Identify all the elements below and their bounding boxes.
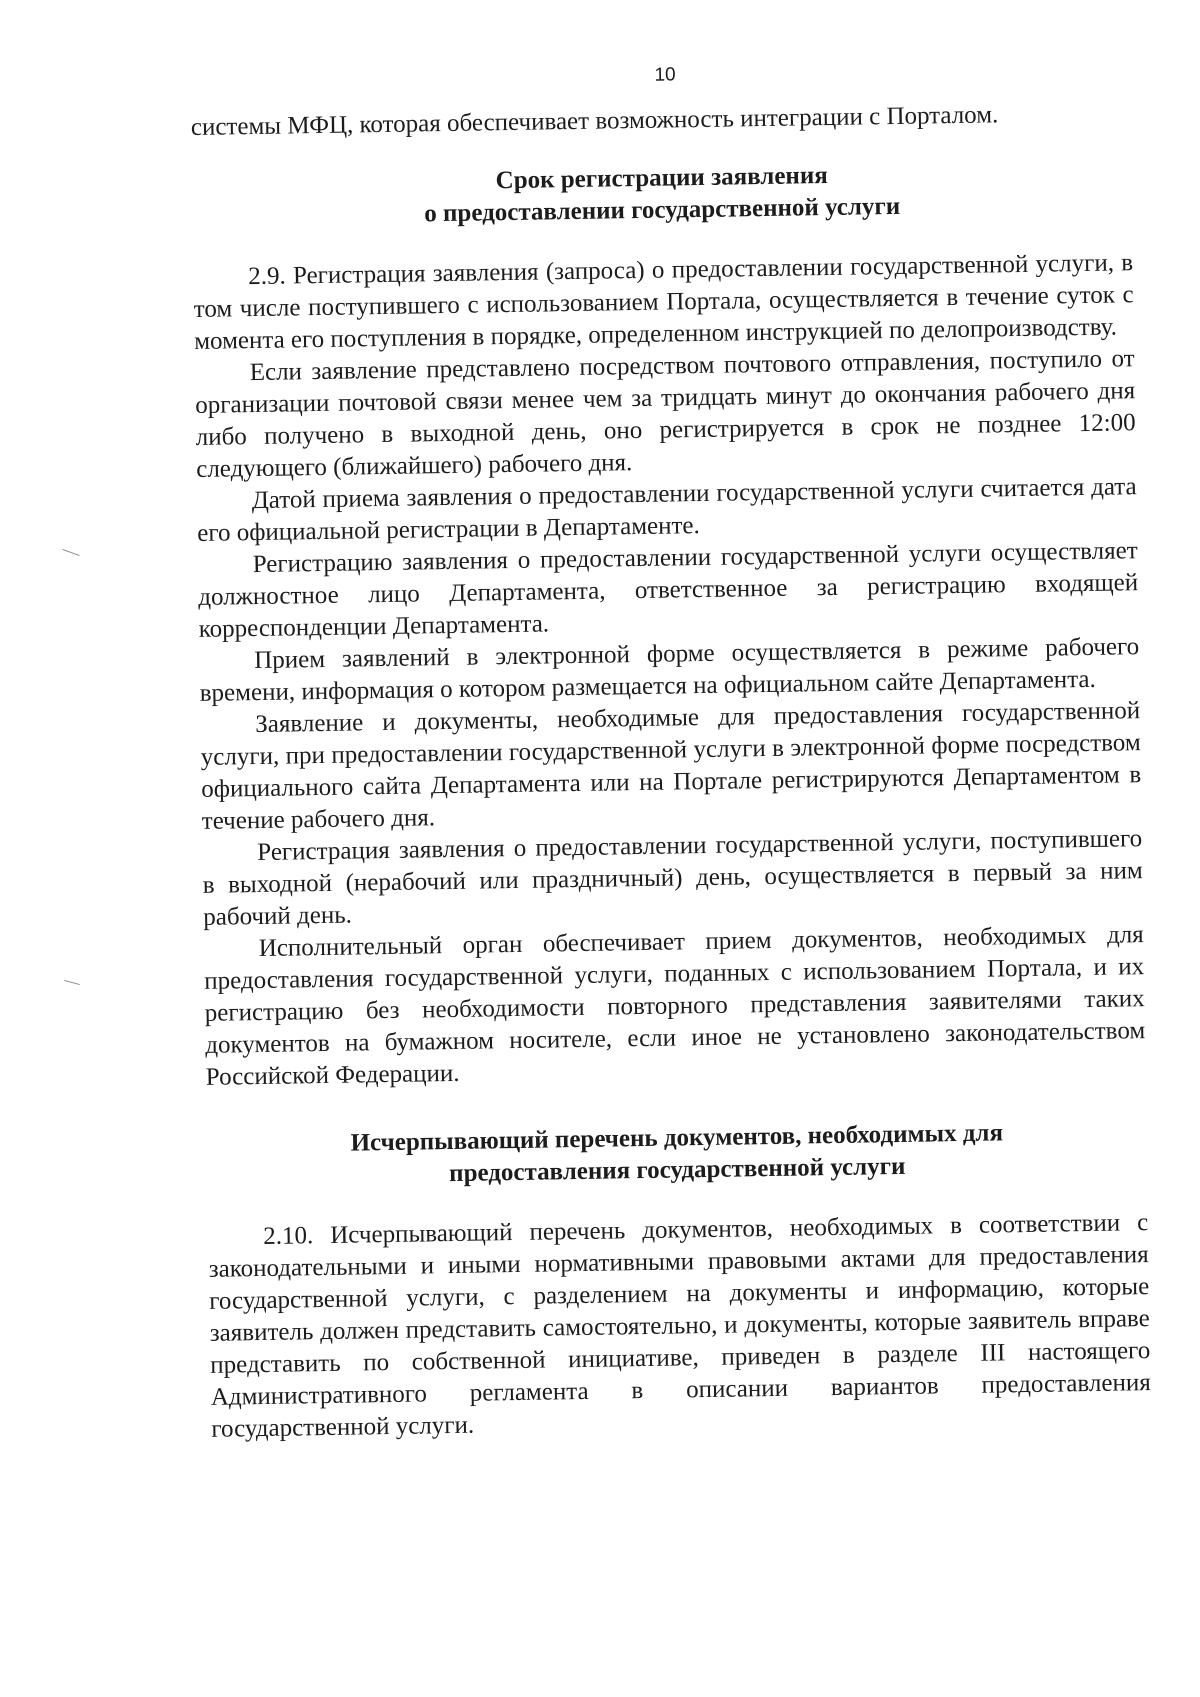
document-content xyxy=(190,57,1151,1446)
paragraph: Регистрация заявления о предоставлении государственной услуги, поступившего в выходной (нерабочий или праздничный) день, осуществляется в первый за ним рабочий день. xyxy=(202,825,1143,931)
paragraph: Заявление и документы, необходимые для предоставления государственной услуги, при предоставлении государственной услуги в электронной форме посредством официального сайта Департамента или на Портале регистрируются Департаментом в течение рабочего дня. xyxy=(200,697,1142,835)
heading-line: Исчерпывающий перечень документов, необходимых для xyxy=(350,1119,1004,1157)
lead-line: системы МФЦ, которая обеспечивает возможность интеграции с Порталом. xyxy=(190,101,999,141)
section-heading-registration xyxy=(192,155,1133,234)
section-heading-documents xyxy=(207,1115,1148,1194)
paragraph: 2.10. Исчерпывающий перечень документов, необходимых в соответствии с законодательными и иными нормативными правовыми актами для предоставления государственной услуги, с разделением на документы и информацию, которые заявитель должен представить самостоятельно, и документы, которые заявитель вправе представить по собственной инициативе, приведен в разделе III настоящего Административного регламента в описании вариантов предоставления государственной услуги. xyxy=(208,1209,1151,1443)
paragraph: Если заявление представлено посредством почтового отправления, поступило от организации почтовой связи менее чем за тридцать минут до окончания рабочего дня либо получено в выходной день, оно регистрируется в срок не позднее 12:00 следующего (ближайшего) рабочего дня. xyxy=(195,345,1136,483)
paragraph: Датой приема заявления о предоставлении государственной услуги считается дата его официальной регистрации в Департаменте. xyxy=(197,473,1137,547)
scan-artifact-mark xyxy=(62,549,79,556)
paragraph: Исполнительный орган обеспечивает прием документов, необходимых для предоставления государственной услуги, поданных с использованием Портала, и их регистрацию без необходимости повторного представления заявителями таких документов на бумажном носителе, если иное не установлено законодательством Российской Федерации. xyxy=(204,921,1146,1091)
page-number: 10 xyxy=(654,64,676,86)
paragraph: 2.9. Регистрация заявления (запроса) о предоставлении государственной услуги, в том числе поступившего с использованием Портала, осуществляется в течение суток с момента его поступления в порядке, определенном инструкцией по делопроизводству. xyxy=(193,249,1134,355)
paragraph: Регистрацию заявления о предоставлении государственной услуги осуществляет должностное лицо Департамента, ответственное за регистрацию входящей корреспонденции Департамента. xyxy=(198,537,1139,643)
heading-line: о предоставлении государственной услуги xyxy=(424,192,901,228)
heading-line: Срок регистрации заявления xyxy=(495,161,828,195)
paragraph: Прием заявлений в электронной форме осуществляется в режиме рабочего времени, информация о котором размещается на официальном сайте Департамента. xyxy=(199,633,1140,707)
scan-artifact-mark xyxy=(64,980,80,985)
section-registration-body xyxy=(193,247,1146,1094)
heading-line: предоставления государственной услуги xyxy=(448,1152,906,1188)
section-documents-body xyxy=(208,1207,1151,1446)
